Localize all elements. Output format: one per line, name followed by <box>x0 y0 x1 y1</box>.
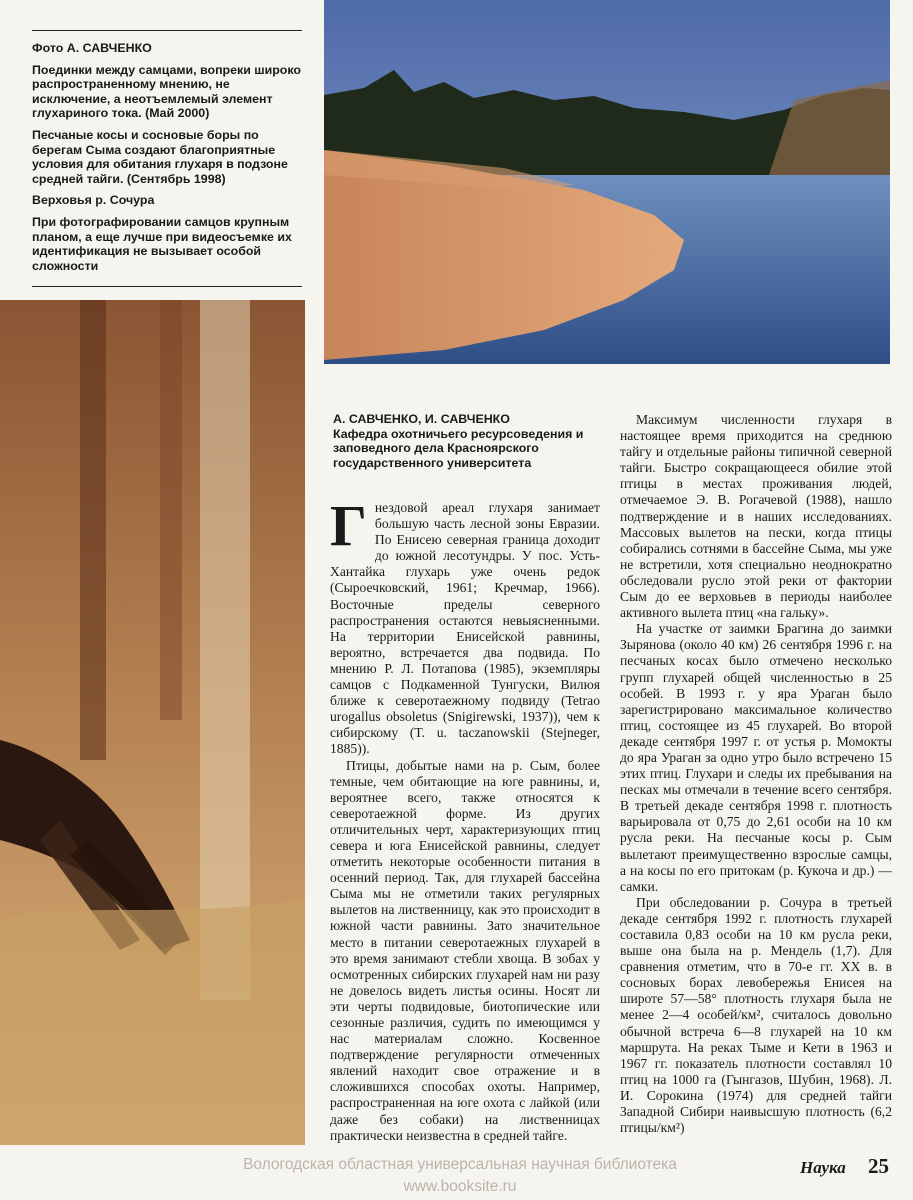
author-affiliation: Кафедра охотничьего ресурсоведения и заповедного дела Красноярского государственного университета <box>333 426 584 470</box>
caption-item: Верховья р. Сочура <box>32 193 155 208</box>
photo-credit: Фото А. САВЧЕНКО <box>32 41 152 55</box>
article-paragraph <box>330 493 600 758</box>
caption-item: Песчаные косы и сосновые боры по берегам Сыма создают благоприятные условия для обитания глухаря в подзоне средней тайги. (Сентябрь 1998) <box>32 127 288 186</box>
library-site: www.booksite.ru <box>403 1178 517 1195</box>
drop-cap: Г <box>330 493 367 558</box>
article-paragraph: На участке от заимки Брагина до заимки Зырянова (около 40 км) 26 сентября 1996 г. на песчаных косах было отмечено несколько групп глухарей общей численностью в 25 особей. В 1993 г. у яра Ураган было зарегистрировано максимальное количество птиц, состоящее из 45 глухарей. Во второй декаде сентября 1997 г. от устья р. Момокты до яра Ураган за одно утро было встречено 15 этих птиц. Глухари и следы их пребывания на песках мы отмечали в течение всего сентября. В третьей декаде сентября 1998 г. плотность варьировала от 0,75 до 2,61 особи на 10 км русла реки. На песчаные косы р. Сым вылетают преимущественно взрослые самцы, а на косы по его притокам (р. Кукоча и др.) — самки. <box>620 621 892 894</box>
article-byline <box>333 412 603 470</box>
article-column-1 <box>330 493 600 1144</box>
page-number: 25 <box>868 1154 889 1178</box>
caption-item: При фотографировании самцов крупным планом, а еще лучше при видеосъемке их идентификация не вызывает особой сложности <box>32 214 292 273</box>
article-column-2 <box>620 412 892 1136</box>
article-paragraph: Максимум численности глухаря в настоящее время приходится на среднюю тайгу и отдельные районы типичной северной тайги. Быстро сокращающееся обилие этой птицы в местах проживания людей, отмечаемое Э. В. Рогачевой (1988), нашло подтверждение и в наших исследованиях. Массовых вылетов на пески, когда птицы собирались сотнями в бассейне Сыма, мы уже не встретили, хотя специально неоднократно обследовали русло этой реки от фактории Сым до ее верховьев в периоды наиболее активного вылета птиц «на гальку». <box>620 412 892 621</box>
article-paragraph: При обследовании р. Сочура в третьей декаде сентября 1992 г. плотность глухарей составила 0,83 особи на 10 км русла реки, выше она была на р. Мендель (1,7). Для сравнения отметим, что в 70-е гг. XX в. в сосновых борах левобережья Енисея на широте 57—58° плотность глухаря была не менее 2—4 особей/км², считалось довольно обычной встреча 6—8 глухарей на 10 км маршрута. На реках Тыме и Кети в 1963 и 1967 гг. показатель плотности составлял 10 птиц на 1000 га (Гынгазов, Шубин, 1968). Л. И. Сорокина (1974) для средней тайги Западной Сибири наивысшую плотность (6,2 птицы/км²) <box>620 894 892 1136</box>
river-landscape-photo <box>324 0 890 364</box>
river-landscape-illustration <box>324 0 890 364</box>
magazine-title: Наука <box>800 1158 846 1177</box>
capercaillie-illustration <box>0 300 305 1145</box>
caption-item: Поединки между самцами, вопреки широко распространенному мнению, не исключение, а неотъемлемый элемент глухариного тока. (Май 2000) <box>32 62 301 121</box>
article-paragraph-text: нездовой ареал глухаря занимает большую часть лесной зоны Евразии. По Енисею северная граница доходит до южной лесотундры. У пос. Усть-Хантайка глухарь уже очень редок (Сыроечковский, 1961; Кречмар, 1966). Восточные пределы северного распространения остаются невыясненными. На территории Енисейской равнины, вероятно, встречается два подвида. По мнению Р. Л. Потапова (1985), экземпляры самцов с Подкаменной Тунгуски, Вилюя ближе к северотаежному подвиду (Tetrao urogallus obsoletus (Snigirewski, 1937)), чем к сибирскому (T. u. taczanowskii (Stejneger, 1885)). <box>330 500 600 757</box>
photo-captions <box>32 30 302 287</box>
library-watermark <box>190 1154 730 1198</box>
library-name: Вологодская областная универсальная научная библиотека <box>243 1156 677 1173</box>
capercaillie-photo <box>0 300 305 1145</box>
author-names: А. САВЧЕНКО, И. САВЧЕНКО <box>333 412 510 426</box>
article-paragraph: Птицы, добытые нами на р. Сым, более темные, чем обитающие на юге равнины, и, вероятнее всего, также относятся к северотаежной форме. Из других отличительных черт, характеризующих птиц севера и юга Енисейской равнины, следует отметить некоторые особенности питания в осенний период. Так, для глухарей бассейна Сыма мы не отметили таких регулярных вылетов на лиственницу, как это происходит в южной части равнины. Зато значительное место в питании северотаежных глухарей в это время занимают стебли хвоща. В зобах у осмотренных сибирских глухарей нам ни разу не довелось видеть листья осины. Носят ли эти черты подвидовые, биотопические или сезонные различия, судить по имеющимся у нас материалам сложно. Косвенное подтверждение регулярности отмеченных явлений находит свое отражение и в сложившихся способах охоты. Например, распространенная на юге охота с лайкой (или даже без собаки) на лиственницах практически неизвестна в средней тайге. <box>330 757 600 1143</box>
